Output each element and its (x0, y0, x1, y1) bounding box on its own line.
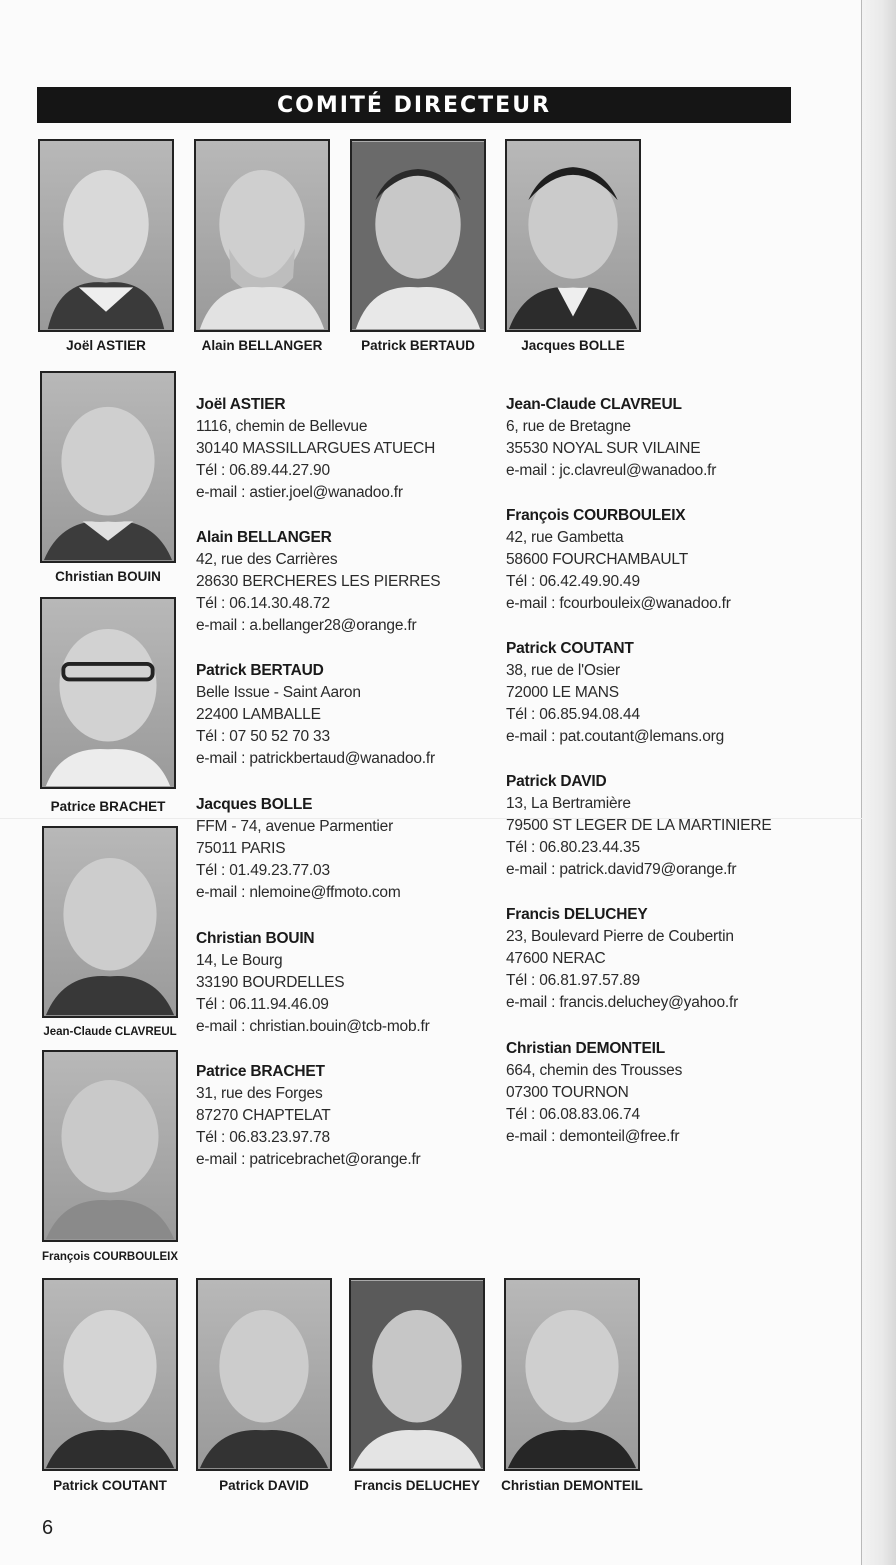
contact-city: 22400 LAMBALLE (196, 706, 321, 723)
contact-email: e-mail : patrickbertaud@wanadoo.fr (196, 750, 435, 767)
contact-entry (196, 928, 430, 1038)
caption-christian-bouin: Christian BOUIN (55, 569, 161, 584)
caption-joel-astier: Joël ASTIER (66, 338, 146, 353)
contact-name: Alain BELLANGER (196, 529, 332, 546)
contact-phone: Tél : 06.83.23.97.78 (196, 1129, 330, 1146)
contact-name: Christian DEMONTEIL (506, 1040, 665, 1057)
contact-email: e-mail : a.bellanger28@orange.fr (196, 617, 417, 634)
contact-name: Jacques BOLLE (196, 796, 313, 813)
contact-city: 75011 PARIS (196, 840, 286, 857)
contact-name: Patrick COUTANT (506, 640, 634, 657)
caption-francois-courbouleix: François COURBOULEIX (41, 1251, 179, 1263)
contact-address: 1116, chemin de Bellevue (196, 418, 368, 435)
contact-entry (506, 904, 738, 1014)
photo-christian-bouin (40, 371, 176, 563)
contact-city: 79500 ST LEGER DE LA MARTINIERE (506, 817, 772, 834)
caption-patrick-bertaud: Patrick BERTAUD (361, 338, 475, 353)
contact-address: 6, rue de Bretagne (506, 418, 631, 435)
contact-entry (196, 660, 435, 770)
contact-entry (506, 771, 771, 881)
contact-name: Christian BOUIN (196, 930, 315, 947)
contact-phone: Tél : 06.81.97.57.89 (506, 972, 640, 989)
contact-city: 33190 BOURDELLES (196, 974, 345, 991)
photo-patrick-coutant (42, 1278, 178, 1471)
contact-entry (196, 527, 440, 637)
contact-city: 87270 CHAPTELAT (196, 1107, 331, 1124)
contact-address: 664, chemin des Trousses (506, 1062, 683, 1079)
contact-entry (506, 1038, 682, 1148)
contact-city: 72000 LE MANS (506, 684, 619, 701)
photo-patrick-david (196, 1278, 332, 1471)
photo-jean-claude-clavreul (42, 826, 178, 1018)
contact-address: 42, rue des Carrières (196, 551, 338, 568)
contact-email: e-mail : patrick.david79@orange.fr (506, 861, 737, 878)
contact-phone: Tél : 06.08.83.06.74 (506, 1106, 640, 1123)
contact-phone: Tél : 06.80.23.44.35 (506, 839, 640, 856)
contact-name: Patrick BERTAUD (196, 662, 324, 679)
contact-email: e-mail : pat.coutant@lemans.org (506, 728, 725, 745)
contact-city: 35530 NOYAL SUR VILAINE (506, 440, 701, 457)
caption-alain-bellanger: Alain BELLANGER (201, 338, 323, 353)
contact-entry (506, 638, 724, 748)
contact-city: 30140 MASSILLARGUES ATUECH (196, 440, 436, 457)
contact-entry (196, 394, 435, 504)
section-title: COMITÉ DIRECTEUR (276, 92, 552, 118)
contact-phone: Tél : 06.85.94.08.44 (506, 706, 640, 723)
contact-entry (506, 394, 716, 482)
photo-alain-bellanger (194, 139, 330, 332)
photo-jacques-bolle (505, 139, 641, 332)
contact-name: Patrick DAVID (506, 773, 607, 790)
contact-phone: Tél : 07 50 52 70 33 (196, 728, 330, 745)
caption-francis-deluchey: Francis DELUCHEY (353, 1478, 481, 1493)
caption-christian-demonteil: Christian DEMONTEIL (501, 1478, 643, 1493)
caption-patrick-david: Patrick DAVID (219, 1478, 309, 1493)
contact-name: Francis DELUCHEY (506, 906, 648, 923)
photo-patrice-brachet (40, 597, 176, 789)
contact-name: Jean-Claude CLAVREUL (506, 396, 682, 413)
contact-entry (196, 794, 401, 904)
contact-address: 38, rue de l'Osier (506, 662, 620, 679)
contact-email: e-mail : fcourbouleix@wanadoo.fr (506, 595, 731, 612)
section-title-banner (37, 87, 791, 123)
contact-name: Joël ASTIER (196, 396, 286, 413)
contact-email: e-mail : astier.joel@wanadoo.fr (196, 484, 403, 501)
contact-city: 28630 BERCHERES LES PIERRES (196, 573, 441, 590)
contact-email: e-mail : patricebrachet@orange.fr (196, 1151, 421, 1168)
contact-entry (506, 505, 731, 615)
contact-city: 07300 TOURNON (506, 1084, 629, 1101)
photo-patrick-bertaud (350, 139, 486, 332)
contact-email: e-mail : jc.clavreul@wanadoo.fr (506, 462, 717, 479)
photo-christian-demonteil (504, 1278, 640, 1471)
caption-patrice-brachet: Patrice BRACHET (50, 799, 166, 814)
contact-phone: Tél : 06.11.94.46.09 (196, 996, 329, 1013)
photo-joel-astier (38, 139, 174, 332)
contact-address: Belle Issue - Saint Aaron (196, 684, 361, 701)
photo-francois-courbouleix (42, 1050, 178, 1242)
photo-francis-deluchey (349, 1278, 485, 1471)
contact-email: e-mail : nlemoine@ffmoto.com (196, 884, 401, 901)
contact-name: François COURBOULEIX (506, 507, 686, 524)
contact-address: 23, Boulevard Pierre de Coubertin (506, 928, 734, 945)
contact-phone: Tél : 01.49.23.77.03 (196, 862, 330, 879)
page-number: 6 (42, 1517, 54, 1539)
contact-email: e-mail : francis.deluchey@yahoo.fr (506, 994, 739, 1011)
contact-address: 14, Le Bourg (196, 952, 283, 969)
contact-phone: Tél : 06.42.49.90.49 (506, 573, 640, 590)
contact-phone: Tél : 06.14.30.48.72 (196, 595, 330, 612)
caption-jacques-bolle: Jacques BOLLE (521, 338, 625, 353)
contact-email: e-mail : christian.bouin@tcb-mob.fr (196, 1018, 430, 1035)
contact-address: 31, rue des Forges (196, 1085, 323, 1102)
contact-address: 13, La Bertramière (506, 795, 631, 812)
torn-page-edge (861, 0, 896, 1565)
contact-email: e-mail : demonteil@free.fr (506, 1128, 680, 1145)
contact-city: 47600 NERAC (506, 950, 606, 967)
contact-city: 58600 FOURCHAMBAULT (506, 551, 688, 568)
contact-entry (196, 1061, 421, 1171)
contact-phone: Tél : 06.89.44.27.90 (196, 462, 330, 479)
contact-address: FFM - 74, avenue Parmentier (196, 818, 394, 835)
caption-jean-claude-clavreul: Jean-Claude CLAVREUL (43, 1026, 177, 1038)
contact-address: 42, rue Gambetta (506, 529, 624, 546)
contact-name: Patrice BRACHET (196, 1063, 325, 1080)
caption-patrick-coutant: Patrick COUTANT (53, 1478, 167, 1493)
